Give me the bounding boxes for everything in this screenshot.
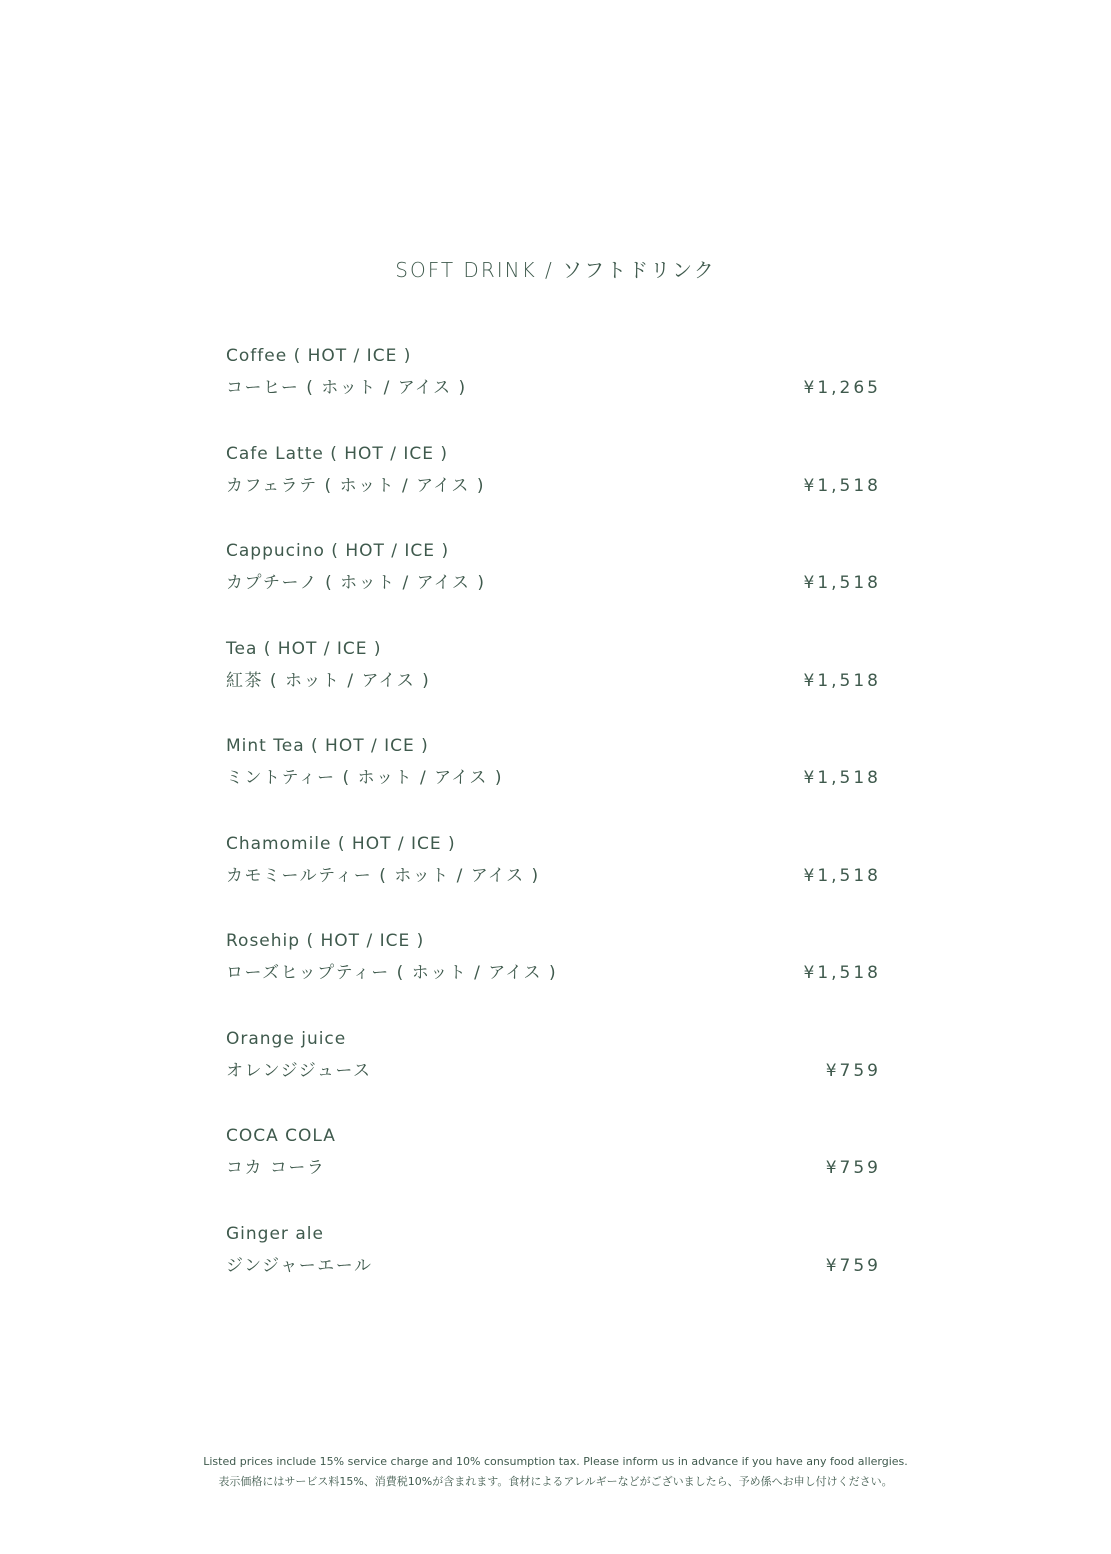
menu-item: [226, 440, 881, 538]
item-name-ja: ミントティー ( ホット / アイス ): [226, 768, 503, 788]
menu-list: [226, 342, 881, 1317]
item-name-ja: コカ コーラ: [226, 1158, 326, 1178]
item-name-en: Cappucino ( HOT / ICE ): [226, 541, 450, 561]
item-name-en: Cafe Latte ( HOT / ICE ): [226, 443, 448, 464]
menu-item: [226, 732, 881, 830]
item-price: ¥1,518: [803, 573, 881, 593]
menu-item: [226, 1220, 881, 1318]
item-name-ja: カプチーノ ( ホット / アイス ): [226, 573, 486, 593]
menu-item: [226, 830, 881, 928]
item-name-en: COCA COLA: [226, 1126, 336, 1146]
item-name-ja: ジンジャーエール: [226, 1255, 373, 1276]
item-price: ¥759: [825, 1060, 881, 1081]
footer-note-ja: 表示価格にはサービス料15%、消費税10%が含まれます。食材によるアレルギーなどがございましたら、予め係へお申し付けください。: [218, 1475, 893, 1488]
menu-item: [226, 1122, 881, 1220]
menu-item: [226, 342, 881, 440]
item-name-ja: 紅茶 ( ホット / アイス ): [226, 670, 431, 691]
menu-item: [226, 1025, 881, 1123]
item-price: ¥1,518: [803, 475, 881, 496]
item-price: ¥1,518: [803, 865, 881, 886]
item-name-en: Chamomile ( HOT / ICE ): [226, 833, 456, 854]
item-name-en: Orange juice: [226, 1028, 347, 1049]
item-name-en: Tea ( HOT / ICE ): [226, 638, 382, 659]
item-price: ¥1,265: [803, 378, 881, 398]
item-name-ja: ローズヒップティー ( ホット / アイス ): [226, 963, 558, 983]
menu-item: [226, 537, 881, 635]
item-name-ja: オレンジジュース: [226, 1060, 372, 1081]
footer-note-en: Listed prices include 15% service charge and 10% consumption tax. Please inform us in advance if you have any food allergies.: [203, 1455, 908, 1468]
item-name-ja: カモミールティー ( ホット / アイス ): [226, 865, 540, 886]
item-name-en: Rosehip ( HOT / ICE ): [226, 931, 425, 951]
menu-item: [226, 635, 881, 733]
footer-notice: [0, 1452, 1111, 1492]
item-price: ¥1,518: [803, 670, 881, 691]
page-title: SOFT DRINK / ソフトドリンク: [395, 258, 716, 282]
item-price: ¥759: [825, 1255, 881, 1276]
item-name-ja: コーヒー ( ホット / アイス ): [226, 378, 467, 398]
item-name-en: Coffee ( HOT / ICE ): [226, 346, 412, 366]
item-price: ¥759: [825, 1158, 881, 1178]
item-price: ¥1,518: [803, 768, 881, 788]
item-price: ¥1,518: [803, 963, 881, 983]
item-name-ja: カフェラテ ( ホット / アイス ): [226, 475, 485, 496]
item-name-en: Mint Tea ( HOT / ICE ): [226, 736, 429, 756]
menu-item: [226, 927, 881, 1025]
item-name-en: Ginger ale: [226, 1223, 324, 1244]
